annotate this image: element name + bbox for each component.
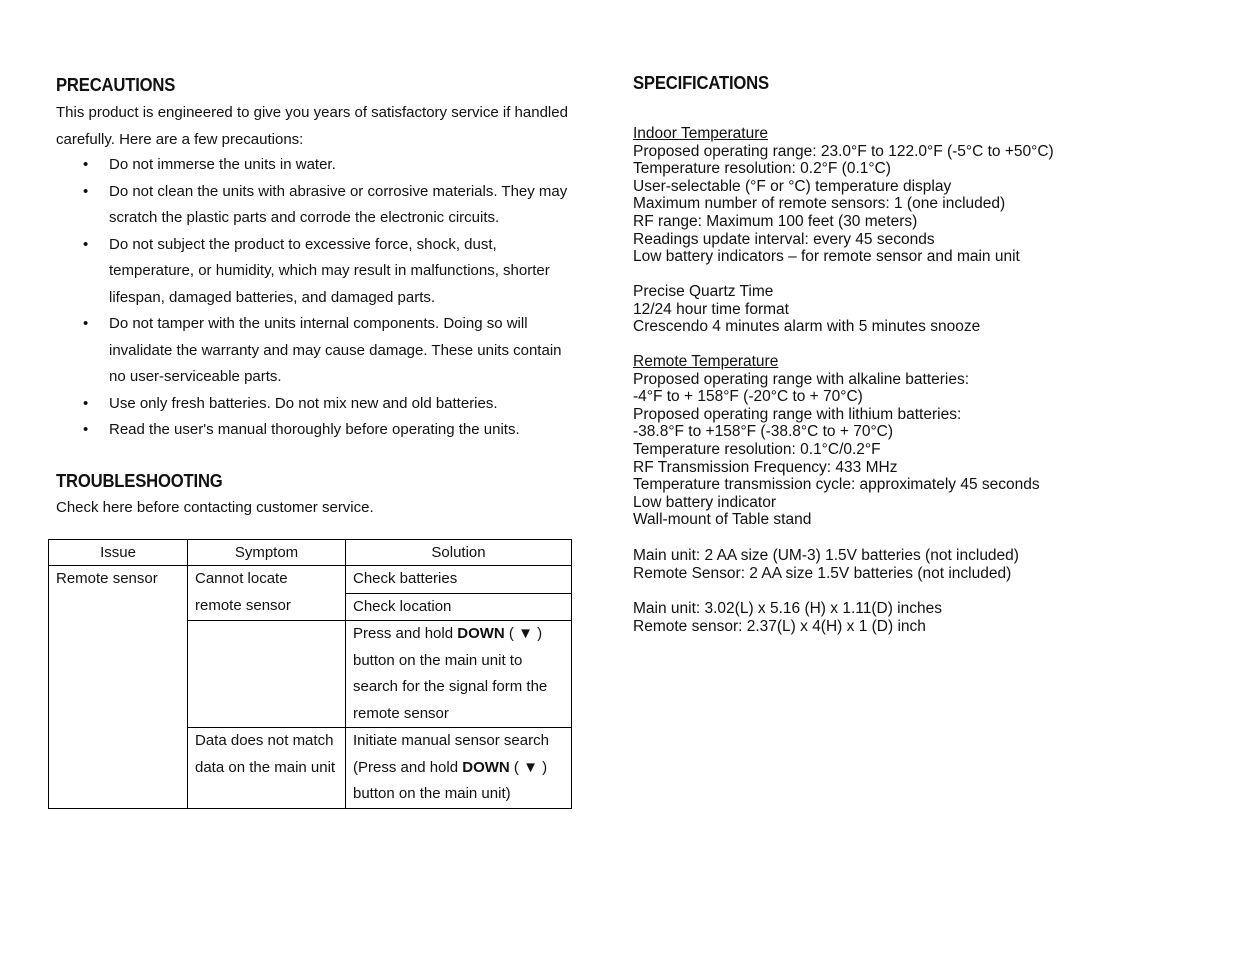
header-symptom: Symptom [188, 540, 346, 566]
spec-line: -4°F to + 158°F (-20°C to + 70°C) [633, 388, 863, 406]
list-item: • Do not immerse the units in water. [56, 152, 576, 179]
spec-line: Temperature resolution: 0.2°F (0.1°C) [633, 160, 891, 178]
troubleshooting-intro: Check here before contacting customer service. [56, 499, 374, 516]
precautions-heading: PRECAUTIONS [56, 74, 176, 95]
specifications-heading: SPECIFICATIONS [633, 72, 769, 93]
spec-line: Temperature resolution: 0.1°C/0.2°F [633, 440, 881, 458]
solution-cell: Check batteries [346, 566, 572, 594]
power-section [633, 547, 1193, 582]
solution-cell: Check location [346, 593, 572, 621]
spec-line: Remote sensor: 2.37(L) x 4(H) x 1 (D) inch [633, 617, 926, 635]
list-item: • Do not clean the units with abrasive or corrosive materials. They may scratch the plastic parts and corrode the electronic circuits. [56, 179, 576, 232]
troubleshooting-heading: TROUBLESHOOTING [56, 470, 223, 491]
symptom-cell: Cannot locate remote sensor [188, 566, 346, 621]
spec-line: Wall-mount of Table stand [633, 511, 812, 529]
issue-cell: Remote sensor [49, 566, 188, 809]
spec-line: Low battery indicator [633, 493, 777, 511]
troubleshooting-table [48, 539, 572, 809]
table-header-row [49, 540, 572, 566]
header-issue: Issue [49, 540, 188, 566]
spec-line: Main unit: 3.02(L) x 5.16 (H) x 1.11(D) inches [633, 600, 942, 617]
precautions-list [56, 152, 576, 444]
spec-line: Maximum number of remote sensors: 1 (one included) [633, 195, 1006, 213]
remote-temperature-section [633, 353, 1193, 529]
list-item: • Use only fresh batteries. Do not mix new and old batteries. [56, 391, 576, 418]
bullet-icon: • [83, 394, 89, 412]
spec-line: User-selectable (°F or °C) temperature display [633, 177, 952, 195]
indoor-temperature-section [633, 125, 1193, 266]
bullet-icon: • [83, 182, 89, 200]
symptom-cell-empty [188, 621, 346, 728]
spec-line: Remote Sensor: 2 AA size 1.5V batteries (not included) [633, 564, 1012, 582]
time-section [633, 283, 1193, 336]
symptom-cell: Data does not match data on the main unit [188, 728, 346, 809]
spec-line: Precise Quartz Time [633, 283, 774, 300]
table-row [49, 566, 572, 594]
bullet-icon: • [83, 235, 89, 253]
spec-line: Proposed operating range with lithium batteries: [633, 405, 962, 423]
spec-line: Main unit: 2 AA size (UM-3) 1.5V batteries (not included) [633, 547, 1019, 564]
spec-line: Readings update interval: every 45 seconds [633, 230, 935, 248]
spec-line: Temperature transmission cycle: approximately 45 seconds [633, 476, 1040, 494]
bullet-icon: • [83, 315, 89, 332]
spec-line: RF range: Maximum 100 feet (30 meters) [633, 212, 918, 230]
section-heading: Indoor Temperature [633, 125, 768, 142]
section-heading: Remote Temperature [633, 353, 779, 370]
bullet-icon: • [83, 156, 89, 173]
spec-line: 12/24 hour time format [633, 300, 789, 318]
bullet-icon: • [83, 421, 89, 438]
solution-cell: Press and hold DOWN ( ▼ ) button on the main unit to search for the signal form the remote sensor [346, 621, 572, 728]
list-item: • Read the user's manual thoroughly before operating the units. [56, 417, 576, 444]
list-item: • Do not subject the product to excessive force, shock, dust, temperature, or humidity, which may result in malfunctions, shorter lifespan, damaged batteries, and damaged parts. [56, 232, 576, 312]
spec-line: RF Transmission Frequency: 433 MHz [633, 458, 898, 476]
list-item: • Do not tamper with the units internal components. Doing so will invalidate the warranty and may cause damage. These units contain no user-serviceable parts. [56, 311, 576, 391]
spec-line: Crescendo 4 minutes alarm with 5 minutes snooze [633, 318, 981, 336]
header-solution: Solution [346, 540, 572, 566]
precautions-intro: This product is engineered to give you years of satisfactory service if handled carefully. Here are a few precautions: [56, 104, 568, 148]
spec-line: Low battery indicators – for remote sensor and main unit [633, 248, 1020, 266]
spec-line: Proposed operating range with alkaline batteries: [633, 370, 970, 388]
dimensions-section [633, 600, 1193, 635]
spec-line: Proposed operating range: 23.0°F to 122.0°F (-5°C to +50°C) [633, 142, 1054, 160]
spec-line: -38.8°F to +158°F (-38.8°C to + 70°C) [633, 423, 893, 441]
solution-cell: Initiate manual sensor search (Press and hold DOWN ( ▼ ) button on the main unit) [346, 728, 572, 809]
